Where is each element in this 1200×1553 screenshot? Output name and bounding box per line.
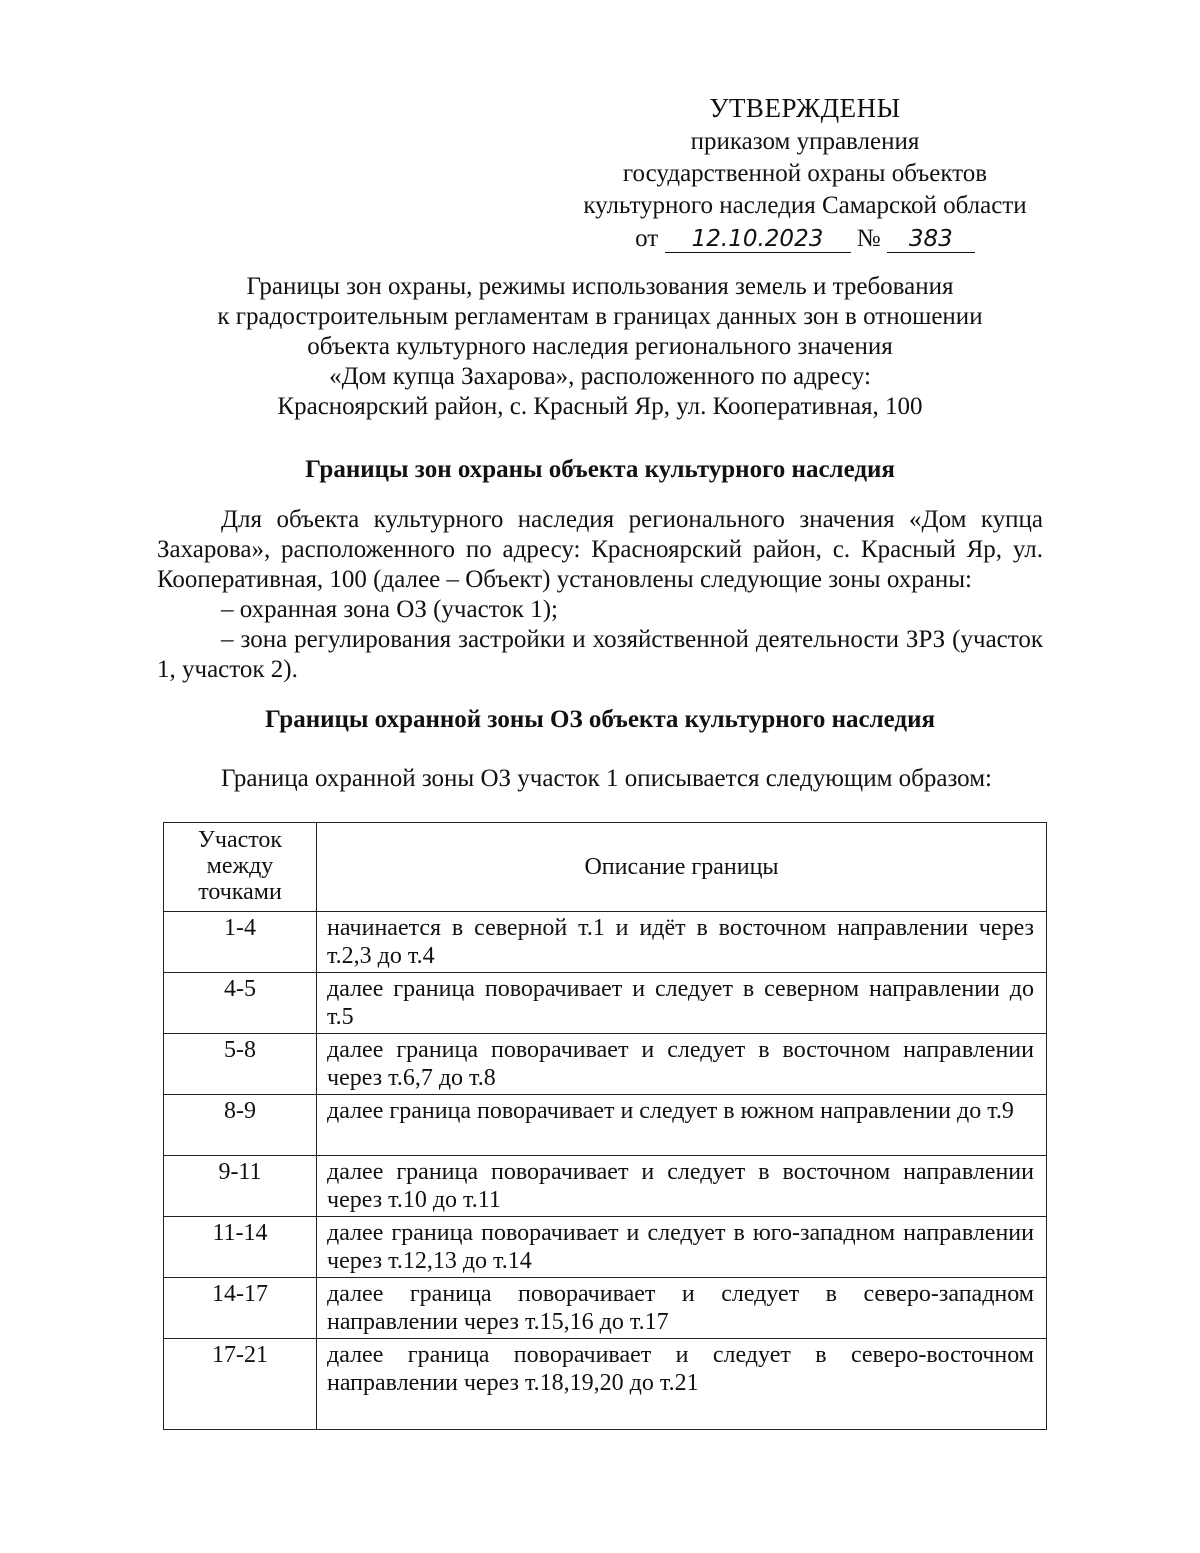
handwritten-order-number: 383 bbox=[887, 226, 975, 253]
segment-cell: 1-4 bbox=[164, 912, 317, 973]
segment-cell: 8-9 bbox=[164, 1095, 317, 1156]
description-cell: далее граница поворачивает и следует в южном направлении до т.9 bbox=[317, 1095, 1047, 1156]
approval-block bbox=[560, 92, 1050, 255]
table-row bbox=[164, 1217, 1047, 1278]
description-cell: далее граница поворачивает и следует в восточном направлении через т.10 до т.11 bbox=[317, 1156, 1047, 1217]
table-row bbox=[164, 1156, 1047, 1217]
section-title-zones: Границы зон охраны объекта культурного наследия bbox=[305, 456, 895, 483]
description-cell: далее граница поворачивает и следует в северо-западном направлении через т.15,16 до т.17 bbox=[317, 1278, 1047, 1339]
table-row bbox=[164, 1339, 1047, 1430]
header-description: Описание границы bbox=[317, 823, 1047, 912]
description-cell: далее граница поворачивает и следует в северном направлении до т.5 bbox=[317, 973, 1047, 1034]
segment-cell: 5-8 bbox=[164, 1034, 317, 1095]
date-prefix: от bbox=[635, 225, 659, 252]
heading-line: Границы зон охраны, режимы использования земель и требования bbox=[246, 273, 954, 300]
order-date-line bbox=[560, 223, 1050, 255]
boundary-table bbox=[163, 822, 1047, 1430]
segment-cell: 17-21 bbox=[164, 1339, 317, 1430]
description-cell: далее граница поворачивает и следует в северо-восточном направлении через т.18,19,20 до т.21 bbox=[317, 1339, 1047, 1430]
description-cell: начинается в северной т.1 и идёт в восточном направлении через т.2,3 до т.4 bbox=[317, 912, 1047, 973]
table-row bbox=[164, 973, 1047, 1034]
table-row bbox=[164, 912, 1047, 973]
approval-line: приказом управления bbox=[690, 128, 920, 155]
table-row bbox=[164, 1034, 1047, 1095]
zones-paragraph: Для объекта культурного наследия регионального значения «Дом купца Захарова», расположенного по адресу: Красноярский район, с. Красный Яр, ул. Кооперативная, 100 (далее – Объект) установлены следующие зоны охраны: bbox=[157, 506, 1043, 593]
approval-line: государственной охраны объектов bbox=[622, 160, 988, 187]
zones-paragraph-block bbox=[157, 505, 1043, 685]
segment-cell: 11-14 bbox=[164, 1217, 317, 1278]
heading-line: «Дом купца Захарова», расположенного по адресу: bbox=[329, 363, 871, 390]
heading-line: к градостроительным регламентам в границах данных зон в отношении bbox=[217, 303, 983, 330]
number-prefix: № bbox=[856, 225, 881, 252]
approval-line: культурного наследия Самарской области bbox=[583, 192, 1027, 219]
heading-line: объекта культурного наследия регионального значения bbox=[307, 333, 893, 360]
table-row bbox=[164, 1278, 1047, 1339]
zone-bullet: – охранная зона ОЗ (участок 1); bbox=[221, 596, 558, 623]
segment-cell: 4-5 bbox=[164, 973, 317, 1034]
document-heading bbox=[150, 272, 1050, 422]
section-title-oz: Границы охранной зоны ОЗ объекта культурного наследия bbox=[264, 706, 936, 733]
table-header-row bbox=[164, 823, 1047, 912]
description-cell: далее граница поворачивает и следует в восточном направлении через т.6,7 до т.8 bbox=[317, 1034, 1047, 1095]
handwritten-date: 12.10.2023 bbox=[665, 226, 851, 253]
segment-cell: 9-11 bbox=[164, 1156, 317, 1217]
segment-cell: 14-17 bbox=[164, 1278, 317, 1339]
zone-bullet: – зона регулирования застройки и хозяйственной деятельности ЗРЗ (участок 1, участок 2). bbox=[157, 626, 1043, 683]
heading-line: Красноярский район, с. Красный Яр, ул. Кооперативная, 100 bbox=[277, 393, 923, 420]
oz-intro: Граница охранной зоны ОЗ участок 1 описывается следующим образом: bbox=[221, 765, 992, 792]
header-segment: Участок между точками bbox=[164, 823, 317, 912]
approval-title: УТВЕРЖДЕНЫ bbox=[709, 93, 901, 123]
table-row bbox=[164, 1095, 1047, 1156]
description-cell: далее граница поворачивает и следует в юго-западном направлении через т.12,13 до т.14 bbox=[317, 1217, 1047, 1278]
